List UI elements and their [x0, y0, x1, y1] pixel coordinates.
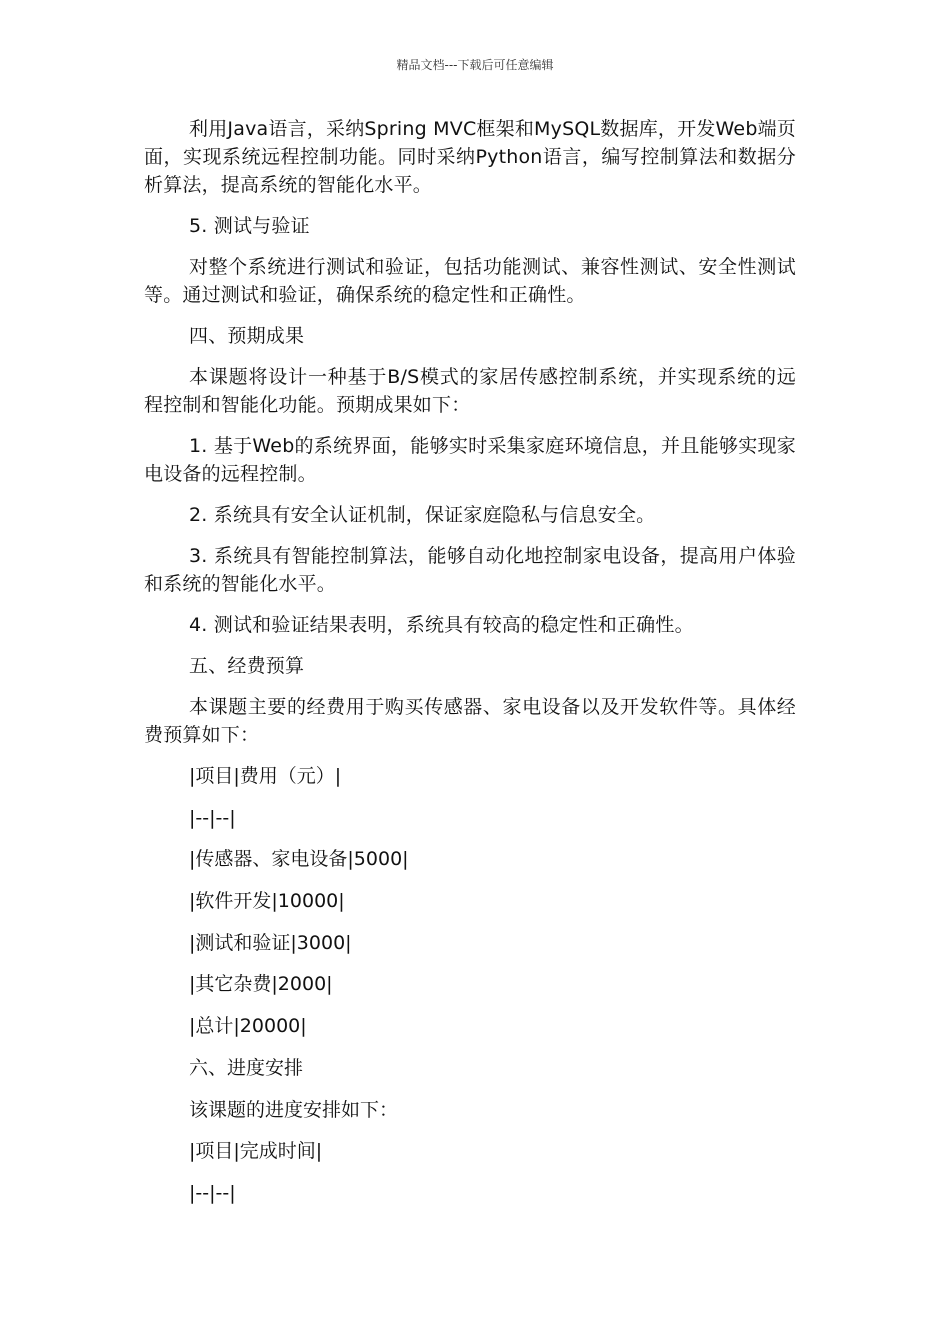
result-item-3: 3. 系统具有智能控制算法，能够自动化地控制家电设备，提高用户体验和系统的智能化水平。 [144, 545, 796, 595]
budget-table-separator: |--|--| [189, 806, 236, 829]
budget-table-row: |传感器、家电设备|5000| [189, 848, 409, 871]
page-header: 精品文档---下载后可任意编辑 [396, 58, 554, 72]
heading-schedule: 六、进度安排 [189, 1056, 304, 1079]
result-item-2: 2. 系统具有安全认证机制，保证家庭隐私与信息安全。 [189, 504, 656, 526]
budget-table-total-row: |总计|20000| [189, 1015, 307, 1038]
heading-expected-results: 四、预期成果 [189, 325, 305, 347]
schedule-table-separator: |--|--| [189, 1181, 236, 1204]
budget-table-row: |其它杂费|2000| [189, 973, 333, 996]
paragraph-schedule-intro: 该课题的进度安排如下： [189, 1098, 399, 1121]
paragraph-web-implementation: 利用Java语言，采纳Spring MVC框架和MySQL数据库，开发Web端页面，实现系统远程控制功能。同时采纳Python语言，编写控制算法和数据分析算法，提高系统的智能化水平。 [144, 118, 796, 196]
result-item-1: 1. 基于Web的系统界面，能够实时采集家庭环境信息，并且能够实现家电设备的远程控制。 [144, 435, 796, 485]
schedule-table [144, 1137, 796, 1220]
budget-table [144, 762, 796, 1054]
budget-table-row: |测试和验证|3000| [189, 931, 352, 954]
schedule-table-header: |项目|完成时间| [189, 1140, 323, 1163]
paragraph-testing: 对整个系统进行测试和验证，包括功能测试、兼容性测试、安全性测试等。通过测试和验证，确保系统的稳定性和正确性。 [144, 256, 796, 306]
paragraph-budget-intro: 本课题主要的经费用于购买传感器、家电设备以及开发软件等。具体经费预算如下： [144, 696, 796, 746]
document-body [144, 115, 796, 1221]
heading-budget: 五、经费预算 [189, 655, 305, 677]
heading-testing-validation: 5. 测试与验证 [189, 215, 310, 237]
budget-table-header: |项目|费用（元）| [189, 765, 342, 787]
budget-table-row: |软件开发|10000| [189, 890, 345, 913]
paragraph-expected-intro: 本课题将设计一种基于B/S模式的家居传感控制系统，并实现系统的远程控制和智能化功能。预期成果如下： [144, 366, 796, 416]
result-item-4: 4. 测试和验证结果表明，系统具有较高的稳定性和正确性。 [189, 614, 694, 636]
